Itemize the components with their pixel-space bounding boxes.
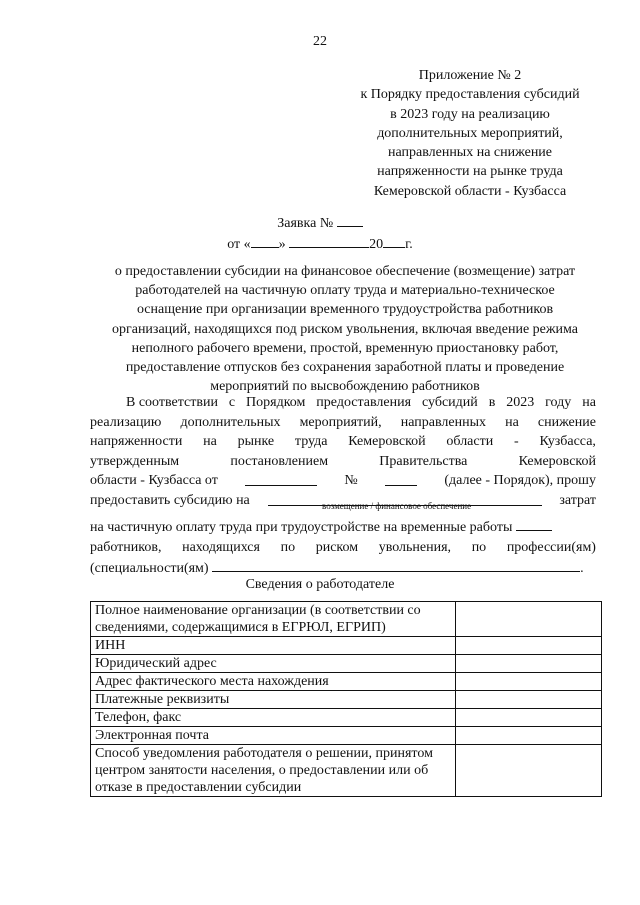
workers-count-field[interactable] [516,516,552,531]
subject-line: оснащение при организации временного трудоустройства работников [136,302,554,318]
row-value[interactable] [456,709,602,727]
row-label: Юридический адрес [91,655,456,673]
row-label: Адрес фактического места нахождения [91,673,456,691]
body-line-2: реализацию дополнительных мероприятий, направленных на снижение [90,414,596,430]
row-value[interactable] [456,602,602,637]
section-title: Сведения о работодателе [245,577,395,592]
subject-line: работодателей на частичную оплату труда и материально-техническое [135,283,555,299]
row-label: Телефон, факс [91,709,456,727]
appendix-line: дополнительных мероприятий, [377,125,563,141]
table-row [91,637,602,655]
table-row [91,602,602,637]
row-value[interactable] [456,727,602,745]
resolution-date-field[interactable] [245,471,317,486]
appendix-line: направленных на снижение [387,145,553,161]
profession-field[interactable] [212,557,580,572]
subject-line: мероприятий по высвобождению работников [210,379,480,395]
employer-info-table [90,601,602,797]
table-row [91,745,602,797]
date-year-field[interactable] [383,233,405,248]
row-label: Электронная почта [91,727,456,745]
row-label: Платежные реквизиты [91,691,456,709]
body-line-6: предоставить субсидию на затрат [90,492,596,508]
body-paragraph-continued [90,516,596,579]
appendix-line: Приложение № 2 [418,68,522,83]
row-value[interactable] [456,637,602,655]
body-line-1: В соответствии с Порядком предоставления субсидий в 2023 году на [126,395,596,410]
date-year-prefix: 20 [369,237,384,252]
page-number: 22 [313,34,327,49]
table-row [91,727,602,745]
row-label: ИНН [91,637,456,655]
row-value[interactable] [456,691,602,709]
application-date [0,233,640,254]
application-header [0,212,640,254]
date-day-field[interactable] [251,233,279,248]
appendix-line: Кемеровской области - Кузбасса [373,183,567,199]
table-row [91,655,602,673]
date-quote: » [278,237,286,252]
row-label: Полное наименование организации (в соответствии со сведениями, содержащимися в ЕГРЮЛ, ЕГРИП) [91,602,456,637]
row-label: Способ уведомления работодателя о решении, принятом центром занятости населения, о предоставлении или об отказе в предоставлении субсидии [91,745,456,797]
body-line-5: области - Кузбасса от № (далее - Порядок), прошу [90,473,596,488]
row-value[interactable] [456,745,602,797]
appendix-line: в 2023 году на реализацию [390,106,550,122]
resolution-number-field[interactable] [385,471,417,486]
table-row [91,709,602,727]
body-line-4: утвержденным постановлением Правительства Кемеровской [90,453,596,469]
appendix-line: к Порядку предоставления субсидий [360,87,580,103]
body-line-8: работников, находящихся по риском увольнения, по профессии(ям) [90,539,596,555]
row-value[interactable] [456,655,602,673]
subject-line: о предоставлении субсидии на финансовое обеспечение (возмещение) затрат [114,264,576,279]
subject-line: предоставление отпусков без сохранения заработной платы и проведение [125,360,565,376]
application-number-field[interactable] [337,212,363,227]
appendix-header [338,66,602,201]
subject-line: неполного рабочего времени, простой, временную приостановку работ, [131,340,559,356]
application-subject [88,262,602,396]
table-row [91,691,602,709]
body-line-3: напряженности на рынке труда Кемеровской области - Кузбасса, [90,434,596,449]
subsidy-purpose-caption: возмещение / финансовое обеспечение [322,501,472,511]
body-line-9: (специальности(ям) . [90,557,596,579]
appendix-line: напряженности на рынке труда [377,164,563,180]
row-value[interactable] [456,673,602,691]
subject-line: организаций, находящихся под риском увольнения, включая введение режима [111,321,579,337]
date-month-field[interactable] [289,233,369,248]
application-title [0,212,640,233]
body-paragraph [90,393,596,510]
table-row [91,673,602,691]
body-line-7: на частичную оплату труда при трудоустройстве на временные работы [90,516,596,538]
application-title-text: Заявка № [277,216,334,231]
date-suffix: г. [405,237,413,252]
date-prefix: от « [227,237,251,252]
